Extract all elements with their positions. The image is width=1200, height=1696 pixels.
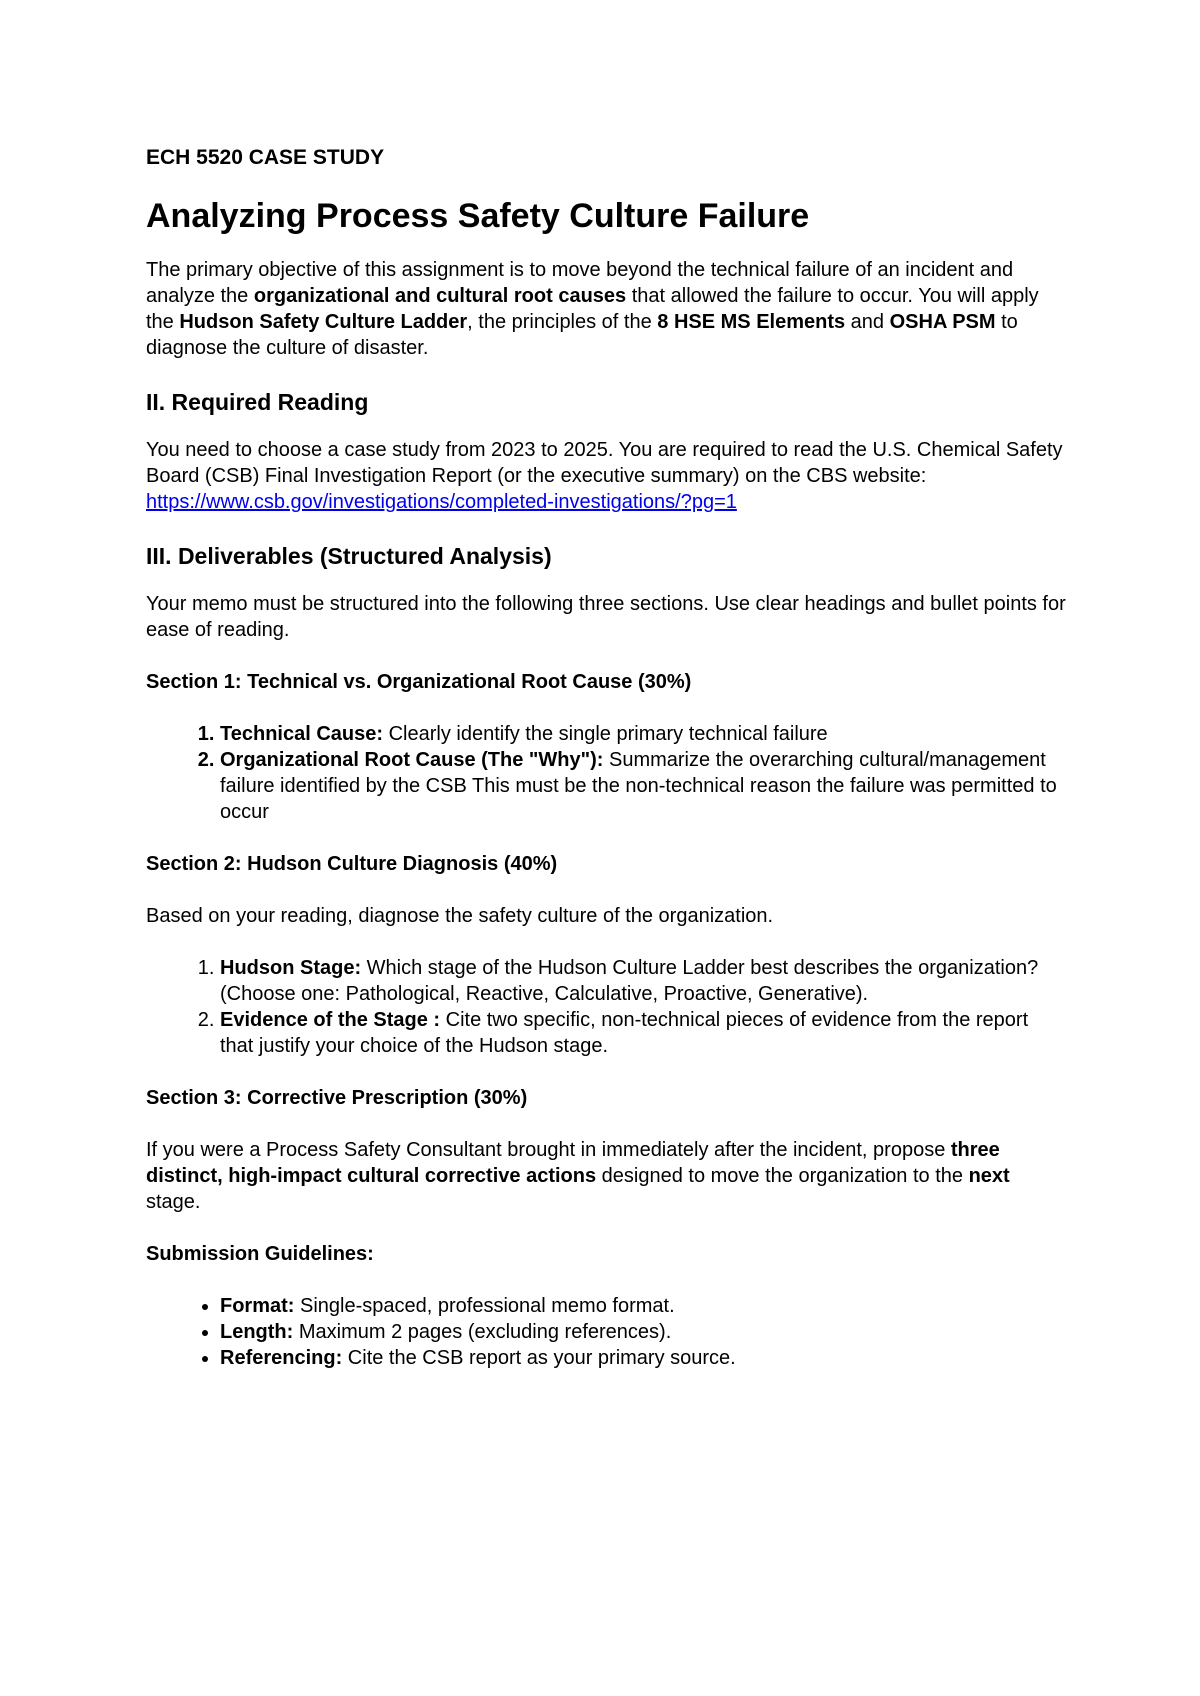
deliverables-paragraph: Your memo must be structured into the following three sections. Use clear headings and bullet points for ease of reading.	[146, 593, 1066, 641]
required-reading-heading: II. Required Reading	[146, 389, 369, 415]
section1-list	[146, 721, 1066, 825]
page-title: Analyzing Process Safety Culture Failure	[146, 197, 810, 235]
section3-paragraph: If you were a Process Safety Consultant brought in immediately after the incident, propose three distinct, high-impact cultural corrective actions designed to move the organization to the next stage.	[146, 1139, 1010, 1213]
list-item: • Referencing: Cite the CSB report as your primary source.	[220, 1345, 1066, 1371]
intro-paragraph: The primary objective of this assignment is to move beyond the technical failure of an incident and analyze the organizational and cultural root causes that allowed the failure to occur. You will apply the Hudson Safety Culture Ladder, the principles of the 8 HSE MS Elements and OSHA PSM to diagnose the culture of disaster.	[146, 259, 1039, 359]
section2-paragraph: Based on your reading, diagnose the safety culture of the organization.	[146, 905, 774, 927]
section3-heading: Section 3: Corrective Prescription (30%)	[146, 1087, 528, 1109]
document-page	[146, 146, 1066, 1397]
csb-investigations-link[interactable]: https://www.csb.gov/investigations/completed-investigations/?pg=1	[146, 491, 737, 513]
section2-heading: Section 2: Hudson Culture Diagnosis (40%)	[146, 853, 558, 875]
list-item: 1. Technical Cause: Clearly identify the single primary technical failure	[220, 721, 1066, 747]
list-item: 2. Evidence of the Stage : Cite two specific, non-technical pieces of evidence from the report that justify your choice of the Hudson stage.	[220, 1007, 1066, 1059]
list-item: • Format: Single-spaced, professional memo format.	[220, 1293, 1066, 1319]
required-reading-paragraph: You need to choose a case study from 2023 to 2025. You are required to read the U.S. Chemical Safety Board (CSB) Final Investigation Report (or the executive summary) on the CBS website: https://www.csb.gov/investigations/completed-investigations/?pg=1	[146, 439, 1063, 513]
section2-list	[146, 955, 1066, 1059]
guidelines-heading: Submission Guidelines:	[146, 1243, 374, 1265]
list-item: 2. Organizational Root Cause (The "Why"): Summarize the overarching cultural/management failure identified by the CSB This must be the non-technical reason the failure was permitted to occur	[220, 747, 1066, 825]
list-item: • Length: Maximum 2 pages (excluding references).	[220, 1319, 1066, 1345]
deliverables-heading: III. Deliverables (Structured Analysis)	[146, 543, 552, 569]
section1-heading: Section 1: Technical vs. Organizational Root Cause (30%)	[146, 671, 692, 693]
list-item: 1. Hudson Stage: Which stage of the Hudson Culture Ladder best describes the organization? (Choose one: Pathological, Reactive, Calculative, Proactive, Generative).	[220, 955, 1066, 1007]
guidelines-list	[146, 1293, 1066, 1371]
course-code: ECH 5520 CASE STUDY	[146, 146, 385, 169]
